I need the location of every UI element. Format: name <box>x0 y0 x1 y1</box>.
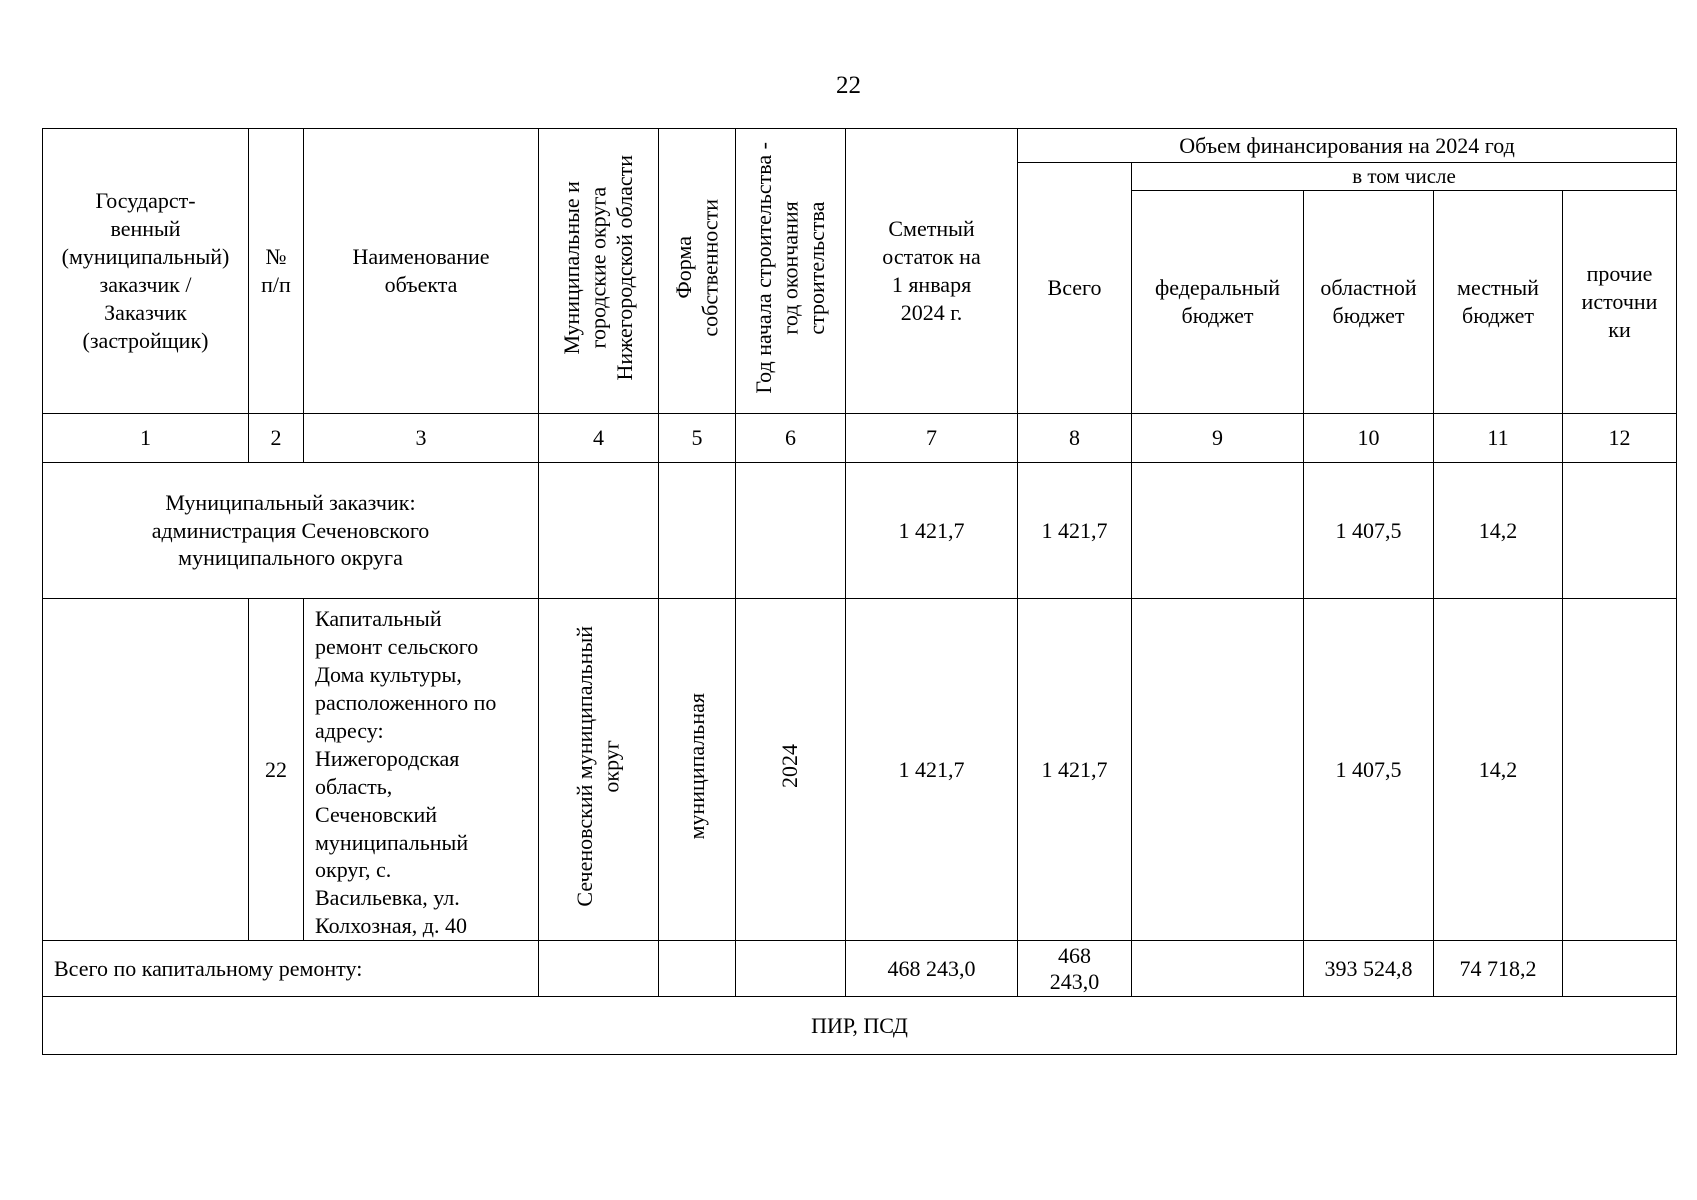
header-customer: Государст- венный (муниципальный) заказчик / Заказчик (застройщик) <box>43 129 249 414</box>
header-local: местный бюджет <box>1434 191 1563 414</box>
capital-total-estimate: 468 243,0 <box>846 941 1018 997</box>
capital-total-row <box>43 941 1677 997</box>
header-districts <box>539 129 659 414</box>
header-estimate: Сметный остаток на 1 января 2024 г. <box>846 129 1018 414</box>
column-number: 8 <box>1018 414 1132 463</box>
header-districts-text: Муниципальные и городские округа Нижегородской области <box>558 154 637 381</box>
capital-total-local: 74 718,2 <box>1434 941 1563 997</box>
capital-total-districts <box>539 941 659 997</box>
section-row <box>43 997 1677 1055</box>
object-other <box>1563 599 1677 941</box>
column-number: 2 <box>249 414 304 463</box>
object-number: 22 <box>249 599 304 941</box>
customer-ownership <box>659 463 736 599</box>
page-number: 22 <box>836 72 861 99</box>
header-years <box>736 129 846 414</box>
object-customer <box>43 599 249 941</box>
header-ownership <box>659 129 736 414</box>
customer-districts <box>539 463 659 599</box>
capital-total-other <box>1563 941 1677 997</box>
object-years <box>736 599 846 941</box>
header-ownership-text: Форма собственности <box>670 198 722 337</box>
object-years-text: 2024 <box>777 744 803 789</box>
column-number: 7 <box>846 414 1018 463</box>
object-estimate: 1 421,7 <box>846 599 1018 941</box>
column-number: 10 <box>1304 414 1434 463</box>
header-financing: Объем финансирования на 2024 год <box>1018 129 1677 163</box>
object-district-text: Сеченовский муниципальный округ <box>572 625 624 907</box>
column-number: 3 <box>304 414 539 463</box>
header-object-name: Наименование объекта <box>304 129 539 414</box>
header-number: № п/п <box>249 129 304 414</box>
customer-label: Муниципальный заказчик: администрация Сеченовского муниципального округа <box>43 463 539 599</box>
object-district <box>539 599 659 941</box>
capital-total-federal <box>1132 941 1304 997</box>
customer-row <box>43 463 1677 599</box>
customer-estimate: 1 421,7 <box>846 463 1018 599</box>
column-numbers-row <box>43 414 1677 463</box>
customer-regional: 1 407,5 <box>1304 463 1434 599</box>
object-name: Капитальный ремонт сельского Дома культуры, расположенного по адресу: Нижегородская область, Сеченовский муниципальный округ, с. Васильевка, ул. Колхозная, д. 40 <box>304 599 539 941</box>
customer-local: 14,2 <box>1434 463 1563 599</box>
column-number: 11 <box>1434 414 1563 463</box>
header-other: прочие источни ки <box>1563 191 1677 414</box>
object-ownership <box>659 599 736 941</box>
object-row <box>43 599 1677 941</box>
column-number: 9 <box>1132 414 1304 463</box>
header-total: Всего <box>1018 163 1132 414</box>
object-local: 14,2 <box>1434 599 1563 941</box>
customer-total: 1 421,7 <box>1018 463 1132 599</box>
header-row-1 <box>43 129 1677 163</box>
capital-total-ownership <box>659 941 736 997</box>
header-years-text: Год начала строительства - год окончания строительства <box>750 141 829 394</box>
capital-total-label: Всего по капитальному ремонту: <box>43 941 539 997</box>
customer-years <box>736 463 846 599</box>
capital-total-total: 468 243,0 <box>1018 941 1132 997</box>
header-including: в том числе <box>1132 163 1677 191</box>
object-ownership-text: муниципальная <box>683 692 709 840</box>
column-number: 1 <box>43 414 249 463</box>
section-label: ПИР, ПСД <box>43 997 1677 1055</box>
column-number: 5 <box>659 414 736 463</box>
column-number: 6 <box>736 414 846 463</box>
object-federal <box>1132 599 1304 941</box>
column-number: 12 <box>1563 414 1677 463</box>
capital-total-years <box>736 941 846 997</box>
object-regional: 1 407,5 <box>1304 599 1434 941</box>
object-total: 1 421,7 <box>1018 599 1132 941</box>
column-number: 4 <box>539 414 659 463</box>
capital-total-regional: 393 524,8 <box>1304 941 1434 997</box>
customer-federal <box>1132 463 1304 599</box>
financing-table <box>42 128 1677 1055</box>
customer-other <box>1563 463 1677 599</box>
header-federal: федеральный бюджет <box>1132 191 1304 414</box>
header-regional: областной бюджет <box>1304 191 1434 414</box>
